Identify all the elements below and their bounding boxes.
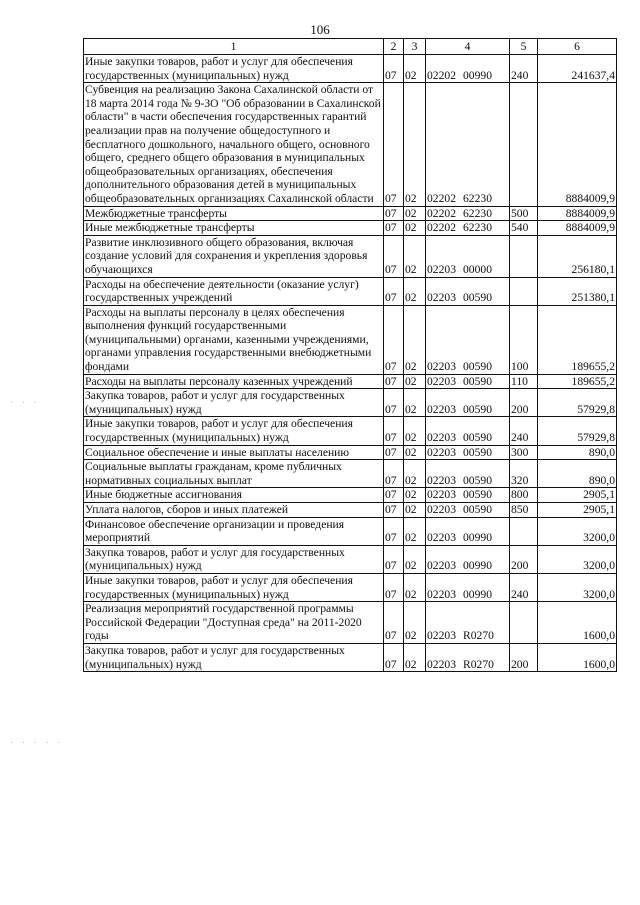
table-row (84, 488, 617, 503)
row-csr (426, 55, 510, 83)
row-rz: 07 (384, 573, 404, 601)
row-csr-program: 02203 (427, 629, 456, 643)
row-sum: 8884009,9 (538, 221, 617, 236)
row-pr: 02 (404, 235, 426, 277)
row-csr (426, 206, 510, 221)
row-vr: 200 (510, 389, 538, 417)
table-row (84, 602, 617, 644)
row-csr (426, 83, 510, 206)
row-pr: 02 (404, 83, 426, 206)
row-sum: 251380,1 (538, 277, 617, 305)
row-name: Межбюджетные трансферты (84, 206, 384, 221)
row-vr (510, 235, 538, 277)
row-csr-program: 02203 (427, 473, 456, 487)
header-cell: 6 (538, 39, 617, 55)
row-name: Иные межбюджетные трансферты (84, 221, 384, 236)
row-csr (426, 221, 510, 236)
table-row (84, 235, 617, 277)
row-pr: 02 (404, 573, 426, 601)
row-csr-direction: 62230 (463, 191, 492, 205)
row-csr (426, 545, 510, 573)
scan-artifact: · · · (10, 398, 40, 409)
row-sum: 241637,4 (538, 55, 617, 83)
row-csr-program: 02203 (427, 431, 456, 445)
row-vr: 200 (510, 545, 538, 573)
row-csr-program: 02202 (427, 68, 456, 82)
row-vr: 320 (510, 460, 538, 488)
row-name: Закупка товаров, работ и услуг для государственных (муниципальных) нужд (84, 643, 384, 671)
row-rz: 07 (384, 602, 404, 644)
row-pr: 02 (404, 221, 426, 236)
table-row (84, 55, 617, 83)
row-name: Закупка товаров, работ и услуг для государственных (муниципальных) нужд (84, 545, 384, 573)
row-vr: 540 (510, 221, 538, 236)
row-name: Финансовое обеспечение организации и проведения мероприятий (84, 517, 384, 545)
row-csr-program: 02203 (427, 360, 456, 374)
row-rz: 07 (384, 503, 404, 518)
row-csr (426, 417, 510, 445)
row-csr-direction: R0270 (463, 657, 494, 671)
row-name: Субвенция на реализацию Закона Сахалинской области от 18 марта 2014 года № 9-ЗО "Об образовании в Сахалинской области" в части обеспечения государственных гарантий реализации прав на получение общедоступного и бесплатного дошкольного, начального общего, основного общего, среднего общего образования в муниципальных общеобразовательных организациях, обеспечения дополнительного образования детей в муниципальных общеобразовательных организациях Сахалинской области (84, 83, 384, 206)
row-vr: 240 (510, 573, 538, 601)
table-row (84, 545, 617, 573)
row-name: Иные закупки товаров, работ и услуг для обеспечения государственных (муниципальных) нужд (84, 573, 384, 601)
page-number: 106 (310, 22, 330, 37)
row-rz: 07 (384, 83, 404, 206)
row-csr (426, 503, 510, 518)
row-rz: 07 (384, 517, 404, 545)
row-csr (426, 445, 510, 460)
table-row (84, 374, 617, 389)
row-pr: 02 (404, 503, 426, 518)
row-name: Социальное обеспечение и иные выплаты населению (84, 445, 384, 460)
row-sum: 2905,1 (538, 488, 617, 503)
row-vr (510, 602, 538, 644)
row-csr-program: 02203 (427, 587, 456, 601)
row-pr: 02 (404, 460, 426, 488)
row-csr (426, 460, 510, 488)
table-row (84, 389, 617, 417)
row-sum: 3200,0 (538, 573, 617, 601)
row-vr: 850 (510, 503, 538, 518)
table-row (84, 503, 617, 518)
table-row (84, 221, 617, 236)
row-csr-direction: R0270 (463, 629, 494, 643)
table-row (84, 573, 617, 601)
table-row (84, 417, 617, 445)
row-csr-program: 02203 (427, 559, 456, 573)
row-csr-direction: 00590 (463, 488, 492, 502)
row-rz: 07 (384, 545, 404, 573)
row-csr-program: 02203 (427, 503, 456, 516)
row-sum: 3200,0 (538, 545, 617, 573)
row-name: Развитие инклюзивного общего образования, включая создание условий для сохранения и укрепления здоровья обучающихся (84, 235, 384, 277)
row-pr: 02 (404, 305, 426, 374)
row-vr: 300 (510, 445, 538, 460)
table-header-row (84, 39, 617, 55)
table-row (84, 460, 617, 488)
row-rz: 07 (384, 374, 404, 389)
row-pr: 02 (404, 517, 426, 545)
row-csr-direction: 00590 (463, 445, 492, 459)
row-csr (426, 573, 510, 601)
row-pr: 02 (404, 545, 426, 573)
row-pr: 02 (404, 277, 426, 305)
row-vr: 100 (510, 305, 538, 374)
row-vr: 200 (510, 643, 538, 671)
row-csr (426, 643, 510, 671)
table-row (84, 643, 617, 671)
row-csr-direction: 00590 (463, 374, 492, 388)
table-row (84, 445, 617, 460)
table-row (84, 517, 617, 545)
header-cell: 4 (426, 39, 510, 55)
row-pr: 02 (404, 374, 426, 389)
row-sum: 3200,0 (538, 517, 617, 545)
row-csr (426, 389, 510, 417)
row-name: Расходы на выплаты персоналу казенных учреждений (84, 374, 384, 389)
row-vr (510, 83, 538, 206)
row-sum: 57929,8 (538, 389, 617, 417)
row-vr: 800 (510, 488, 538, 503)
row-rz: 07 (384, 277, 404, 305)
header-cell: 1 (84, 39, 384, 55)
row-csr-direction: 00590 (463, 503, 492, 516)
row-csr (426, 374, 510, 389)
row-csr (426, 488, 510, 503)
row-name: Иные закупки товаров, работ и услуг для обеспечения государственных (муниципальных) нужд (84, 55, 384, 83)
row-csr (426, 602, 510, 644)
row-rz: 07 (384, 206, 404, 221)
header-cell: 3 (404, 39, 426, 55)
table-row (84, 83, 617, 206)
row-csr-program: 02203 (427, 488, 456, 502)
row-csr-direction: 00000 (463, 262, 492, 276)
row-sum: 890,0 (538, 460, 617, 488)
row-vr: 110 (510, 374, 538, 389)
table-row (84, 305, 617, 374)
row-csr-direction: 62230 (463, 206, 492, 220)
row-csr (426, 517, 510, 545)
row-name: Закупка товаров, работ и услуг для государственных (муниципальных) нужд (84, 389, 384, 417)
row-sum: 8884009,9 (538, 206, 617, 221)
row-rz: 07 (384, 55, 404, 83)
row-name: Иные бюджетные ассигнования (84, 488, 384, 503)
row-pr: 02 (404, 602, 426, 644)
row-rz: 07 (384, 488, 404, 503)
row-name: Расходы на выплаты персоналу в целях обеспечения выполнения функций государственными (муниципальными) органами, казенными учреждениями, органами управления государственными внебюджетными фондами (84, 305, 384, 374)
row-rz: 07 (384, 643, 404, 671)
row-csr-program: 02203 (427, 374, 456, 388)
row-sum: 189655,2 (538, 305, 617, 374)
row-name: Уплата налогов, сборов и иных платежей (84, 503, 384, 518)
row-vr: 240 (510, 417, 538, 445)
row-rz: 07 (384, 221, 404, 236)
row-csr-program: 02202 (427, 206, 456, 220)
row-csr-direction: 00990 (463, 68, 492, 82)
row-rz: 07 (384, 417, 404, 445)
row-sum: 57929,8 (538, 417, 617, 445)
row-csr-direction: 00590 (463, 291, 492, 305)
row-csr-program: 02202 (427, 191, 456, 205)
scan-artifact: · · · · · (10, 738, 64, 749)
row-csr-direction: 00990 (463, 559, 492, 573)
row-name: Иные закупки товаров, работ и услуг для обеспечения государственных (муниципальных) нужд (84, 417, 384, 445)
row-csr-program: 02202 (427, 221, 456, 235)
row-csr-direction: 00590 (463, 473, 492, 487)
row-csr-program: 02203 (427, 262, 456, 276)
row-csr-program: 02203 (427, 445, 456, 459)
row-csr-direction: 00990 (463, 587, 492, 601)
budget-table (83, 38, 617, 672)
row-sum: 256180,1 (538, 235, 617, 277)
row-csr-direction: 00990 (463, 531, 492, 545)
row-vr: 240 (510, 55, 538, 83)
row-pr: 02 (404, 488, 426, 503)
row-rz: 07 (384, 460, 404, 488)
row-vr (510, 517, 538, 545)
row-csr-program: 02203 (427, 531, 456, 545)
row-rz: 07 (384, 235, 404, 277)
table-row (84, 277, 617, 305)
row-csr (426, 235, 510, 277)
row-csr-direction: 62230 (463, 221, 492, 235)
row-vr (510, 277, 538, 305)
row-sum: 189655,2 (538, 374, 617, 389)
row-csr-direction: 00590 (463, 360, 492, 374)
row-sum: 890,0 (538, 445, 617, 460)
row-rz: 07 (384, 305, 404, 374)
row-sum: 8884009,9 (538, 83, 617, 206)
row-pr: 02 (404, 417, 426, 445)
row-name: Социальные выплаты гражданам, кроме публичных нормативных социальных выплат (84, 460, 384, 488)
row-csr-direction: 00590 (463, 431, 492, 445)
table-row (84, 206, 617, 221)
row-pr: 02 (404, 445, 426, 460)
row-sum: 2905,1 (538, 503, 617, 518)
header-cell: 2 (384, 39, 404, 55)
header-cell: 5 (510, 39, 538, 55)
row-pr: 02 (404, 55, 426, 83)
row-csr-program: 02203 (427, 657, 456, 671)
row-pr: 02 (404, 643, 426, 671)
row-sum: 1600,0 (538, 643, 617, 671)
row-csr (426, 305, 510, 374)
row-vr: 500 (510, 206, 538, 221)
row-pr: 02 (404, 389, 426, 417)
row-csr-program: 02203 (427, 402, 456, 416)
row-name: Реализация мероприятий государственной программы Российской Федерации "Доступная среда" на 2011-2020 годы (84, 602, 384, 644)
row-csr-program: 02203 (427, 291, 456, 305)
row-pr: 02 (404, 206, 426, 221)
row-csr (426, 277, 510, 305)
row-csr-direction: 00590 (463, 402, 492, 416)
row-sum: 1600,0 (538, 602, 617, 644)
row-rz: 07 (384, 445, 404, 460)
row-rz: 07 (384, 389, 404, 417)
row-name: Расходы на обеспечение деятельности (оказание услуг) государственных учреждений (84, 277, 384, 305)
